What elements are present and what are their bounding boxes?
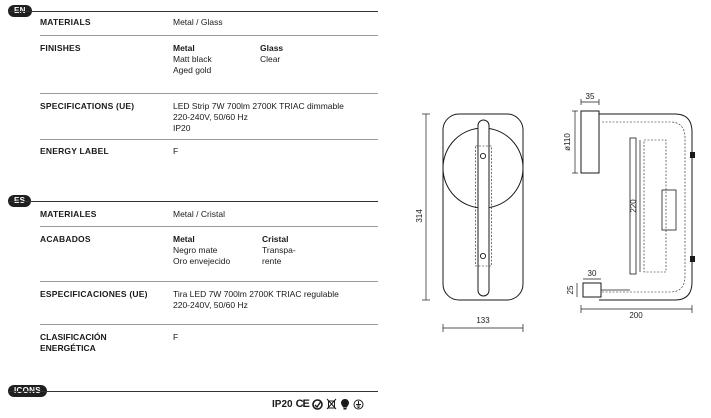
energy-value: F <box>173 146 179 156</box>
acabados-metal <box>173 234 230 267</box>
side-base-label: 25 <box>566 285 575 295</box>
front-height-label: 314 <box>415 209 424 223</box>
side-view <box>581 111 695 300</box>
acabados-cristal-head: Cristal <box>262 234 289 244</box>
divider <box>40 35 378 36</box>
divider <box>40 324 378 325</box>
spec-es-line-2: 220-240V, 50/60 Hz <box>173 300 248 310</box>
divider <box>40 139 378 140</box>
finishes-glass-1: Clear <box>260 54 281 64</box>
ukca-icon <box>312 399 323 410</box>
clasificacion-line-1: CLASIFICACIÓN <box>40 332 107 342</box>
finishes-metal <box>173 43 212 76</box>
especificaciones-value <box>173 289 339 311</box>
divider <box>8 201 378 202</box>
acabados-metal-1: Negro mate <box>173 245 218 255</box>
side-width-label: 200 <box>629 311 643 320</box>
acabados-cristal-1: Transpa- <box>262 245 296 255</box>
especificaciones-label: ESPECIFICACIONES (UE) <box>40 289 148 299</box>
divider <box>8 11 378 12</box>
spec-line-3: IP20 <box>173 123 191 133</box>
finishes-metal-2: Aged gold <box>173 65 212 75</box>
dimmable-icon <box>340 398 350 410</box>
side-diam-label: ø110 <box>563 133 572 151</box>
weee-bin-icon <box>326 398 337 410</box>
materiales-label: MATERIALES <box>40 209 97 219</box>
acabados-cristal-2: rente <box>262 256 282 266</box>
acabados-metal-2: Oro envejecido <box>173 256 231 266</box>
spec-es-line-1: Tira LED 7W 700lm 2700K TRIAC regulable <box>173 289 339 299</box>
acabados-cristal <box>262 234 296 267</box>
side-top-label: 35 <box>585 92 595 101</box>
energy-label: ENERGY LABEL <box>40 146 109 156</box>
materials-value: Metal / Glass <box>173 17 223 27</box>
technical-drawing <box>400 80 705 340</box>
ip20-icon: IP20 <box>272 398 293 410</box>
divider <box>40 226 378 227</box>
ce-mark-icon: CE <box>295 398 309 410</box>
side-small-label: 30 <box>587 269 597 278</box>
spec-line-1: LED Strip 7W 700lm 2700K TRIAC dimmable <box>173 101 344 111</box>
finishes-metal-head: Metal <box>173 43 195 53</box>
ground-icon <box>353 399 364 410</box>
finishes-metal-1: Matt black <box>173 54 212 64</box>
acabados-metal-head: Metal <box>173 234 195 244</box>
side-inner-label: 220 <box>629 199 638 213</box>
specifications-value <box>173 101 344 134</box>
finishes-glass-head: Glass <box>260 43 284 53</box>
finishes-glass <box>260 43 283 65</box>
specifications-label: SPECIFICATIONS (UE) <box>40 101 135 111</box>
certification-icons <box>272 397 364 411</box>
front-width-label: 133 <box>476 316 490 325</box>
clasificacion-line-2: ENERGÉTICA <box>40 343 96 353</box>
acabados-label: ACABADOS <box>40 234 91 244</box>
divider <box>8 391 378 392</box>
spec-line-2: 220-240V, 50/60 Hz <box>173 112 248 122</box>
materiales-value: Metal / Cristal <box>173 209 225 219</box>
finishes-label: FINISHES <box>40 43 81 53</box>
clasificacion-value: F <box>173 332 179 342</box>
materials-label: MATERIALS <box>40 17 91 27</box>
front-view <box>443 114 523 300</box>
divider <box>40 93 378 94</box>
clasificacion-label <box>40 332 107 354</box>
divider <box>40 281 378 282</box>
